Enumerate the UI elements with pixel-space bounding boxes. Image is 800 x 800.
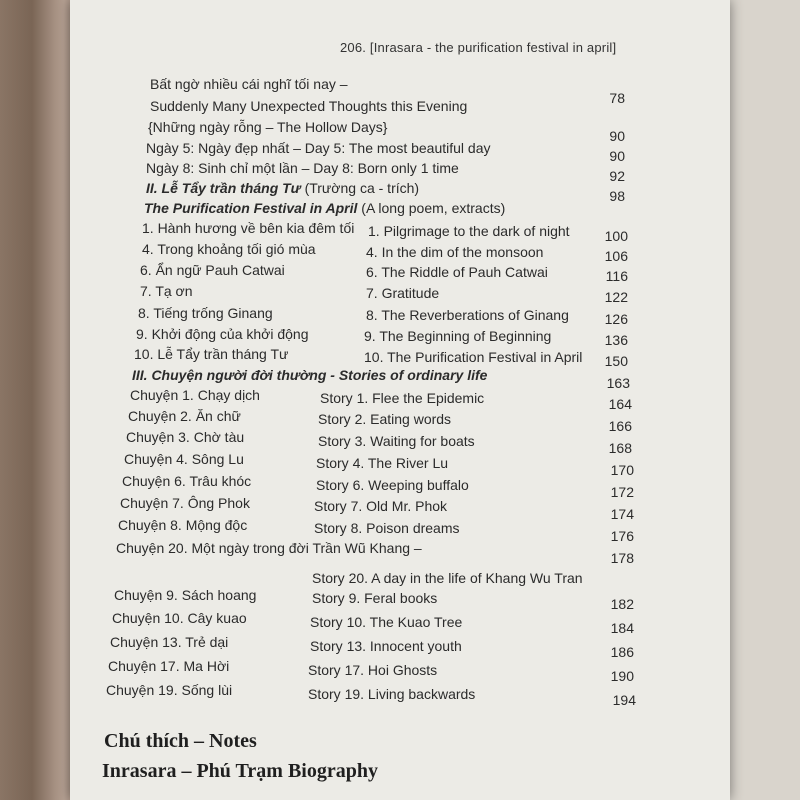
toc-vn: 9. Khởi động của khởi động	[136, 326, 309, 342]
toc-vn: Chuyện 3. Chờ tàu	[126, 429, 245, 445]
toc-line: Ngày 8: Sinh chỉ một lần – Day 8: Born only 1 time	[146, 160, 459, 176]
toc-en: Story 8. Poison dreams	[314, 520, 460, 536]
toc-vn: Chuyện 8. Mộng độc	[118, 517, 248, 533]
page-number: 163	[606, 375, 630, 391]
page-number: 176	[610, 528, 634, 544]
toc-en: 4. In the dim of the monsoon	[366, 244, 544, 260]
toc-line: {Những ngày rỗng – The Hollow Days}	[148, 119, 388, 135]
toc-en: Story 13. Innocent youth	[310, 638, 462, 654]
page-number: 78	[609, 90, 625, 106]
toc-vn: Chuyện 13. Trẻ dại	[110, 634, 229, 650]
toc-line: Suddenly Many Unexpected Thoughts this Evening	[150, 98, 468, 114]
section-subheading: The Purification Festival in April (A long poem, extracts)	[144, 200, 506, 216]
toc-en: Story 2. Eating words	[318, 411, 452, 427]
page-number: 116	[605, 268, 628, 284]
toc-vn: Chuyện 9. Sách hoang	[114, 587, 257, 603]
page-number: 168	[608, 440, 632, 456]
toc-en: Story 19. Living backwards	[308, 686, 476, 702]
page-number: 150	[604, 353, 628, 369]
toc-en: Story 20. A day in the life of Khang Wu Tran	[312, 570, 583, 586]
page-number: 194	[612, 692, 636, 708]
toc-vn: Chuyện 2. Ăn chữ	[128, 408, 241, 424]
toc-en: Story 3. Waiting for boats	[318, 433, 475, 449]
toc-en: Story 6. Weeping buffalo	[316, 477, 469, 493]
page-number: 178	[610, 550, 634, 566]
toc-en: 8. The Reverberations of Ginang	[366, 307, 569, 323]
page-number: 100	[604, 228, 628, 244]
toc-en: 9. The Beginning of Beginning	[364, 328, 552, 344]
page-number: 98	[609, 188, 625, 204]
page-number: 92	[609, 168, 625, 184]
page-number: 186	[610, 644, 634, 660]
toc-en: 10. The Purification Festival in April	[364, 349, 583, 365]
page-number: 190	[610, 668, 634, 684]
page-number: 184	[610, 620, 634, 636]
toc-en: Story 7. Old Mr. Phok	[314, 498, 448, 514]
toc-en: Story 4. The River Lu	[316, 455, 449, 471]
page-number: 164	[608, 396, 632, 412]
toc-en: Story 1. Flee the Epidemic	[320, 390, 485, 406]
toc-en: Story 10. The Kuao Tree	[310, 614, 463, 630]
page-number: 182	[610, 596, 634, 612]
page-number: 90	[609, 128, 625, 144]
toc-vn: 10. Lễ Tẩy trần tháng Tư	[134, 346, 289, 362]
toc-vn: Chuyện 4. Sông Lu	[124, 451, 244, 467]
toc-vn: 8. Tiếng trống Ginang	[138, 305, 273, 321]
toc-en: 1. Pilgrimage to the dark of night	[368, 223, 570, 239]
biography-heading: Inrasara – Phú Trạm Biography	[102, 760, 378, 782]
toc-line: Bất ngờ nhiều cái nghĩ tối nay –	[150, 76, 348, 92]
toc-vn: Chuyện 7. Ông Phok	[120, 495, 250, 511]
section-heading: II. Lễ Tẩy trần tháng Tư (Trường ca - trích)	[146, 180, 420, 196]
toc-vn: Chuyện 19. Sống lùi	[106, 682, 233, 698]
section-heading: III. Chuyện người đời thường - Stories of ordinary life	[132, 367, 488, 383]
toc-line: Ngày 5: Ngày đẹp nhất – Day 5: The most beautiful day	[146, 140, 491, 156]
toc-vn: Chuyện 17. Ma Hời	[108, 658, 230, 674]
page-number: 122	[604, 289, 628, 305]
toc-en: 6. The Riddle of Pauh Catwai	[366, 264, 548, 280]
toc-vn: Chuyện 10. Cây kuao	[112, 610, 247, 626]
page-header: 206. [Inrasara - the purification festival in april]	[340, 40, 617, 55]
toc-vn: 1. Hành hương về bên kia đêm tối	[142, 220, 355, 236]
toc-vn: Chuyện 6. Trâu khóc	[122, 473, 252, 489]
page-number: 166	[608, 418, 632, 434]
page-number: 90	[609, 148, 625, 164]
page-number: 174	[610, 506, 634, 522]
toc-en: Story 9. Feral books	[312, 590, 438, 606]
toc-vn: 7. Tạ ơn	[140, 283, 193, 299]
toc-en: Story 17. Hoi Ghosts	[308, 662, 438, 678]
page-number: 136	[604, 332, 628, 348]
toc-vn: 4. Trong khoảng tối gió mùa	[142, 241, 316, 257]
page-number: 126	[604, 311, 628, 327]
page-number: 170	[610, 462, 634, 478]
toc-vn: Chuyện 1. Chạy dịch	[130, 387, 260, 403]
toc-vn: 6. Ẩn ngữ Pauh Catwai	[140, 262, 285, 278]
notes-heading: Chú thích – Notes	[104, 730, 257, 752]
toc-en: 7. Gratitude	[366, 285, 440, 301]
toc-vn: Chuyện 20. Một ngày trong đời Trần Wũ Khang –	[116, 540, 422, 556]
page-number: 106	[604, 248, 628, 264]
page-number: 172	[610, 484, 634, 500]
